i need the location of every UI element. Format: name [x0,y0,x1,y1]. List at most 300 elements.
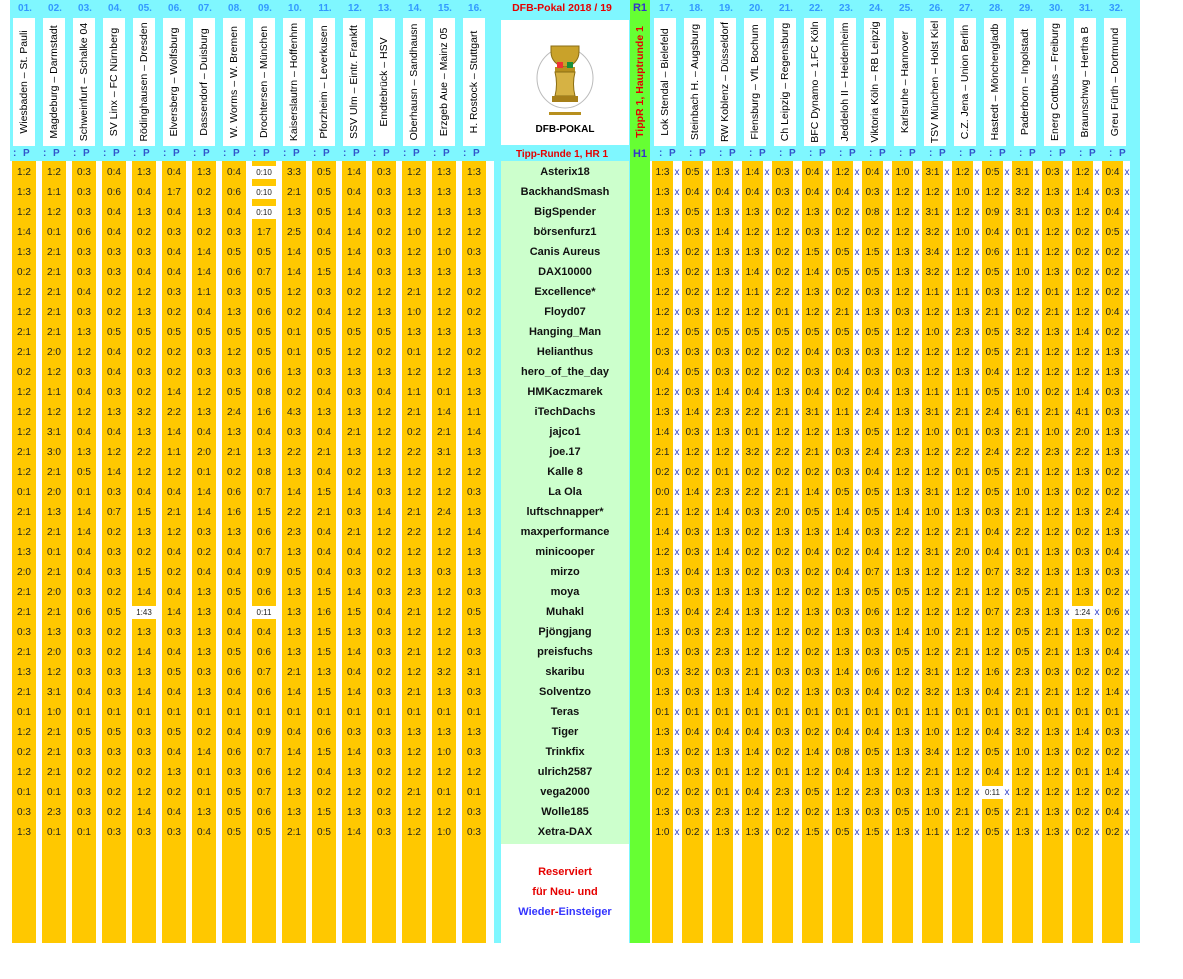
prediction-cell: 1:2 [775,427,790,438]
x-marker: x [674,207,680,218]
prediction-cell: 0:4 [167,247,181,258]
prediction-cell: 1:4 [377,507,391,518]
prediction-cell: 0:4 [167,747,181,758]
prediction-cell: 0:11 [982,786,1003,799]
prediction-cell: 0:2 [835,387,850,398]
x-marker: x [1004,507,1010,518]
prediction-cell: 1:3 [137,667,151,678]
prediction-cell: 2:1 [17,607,31,618]
prediction-cell: 1:2 [377,527,391,538]
prediction-cell: 4:3 [287,407,301,418]
prediction-cell: 0:3 [865,807,880,818]
prediction-cell: 0:3 [197,347,211,358]
prediction-cell: 0:4 [167,587,181,598]
prediction-cell: 0:3 [167,627,181,638]
prediction-cell: 1:2 [407,767,421,778]
prediction-cell: 0:2 [835,547,850,558]
x-marker: x [704,807,710,818]
prediction-cell: 0:3 [985,427,1000,438]
x-marker: x [974,827,980,838]
prediction-cell: 0:3 [377,267,391,278]
prediction-cell: 1:5 [317,647,331,658]
x-marker: x [704,227,710,238]
prediction-cell: 1:2 [745,227,760,238]
prediction-cell: 1:2 [895,347,910,358]
x-marker: x [974,367,980,378]
prediction-column [1072,161,1093,943]
prediction-cell: 3:2 [1015,727,1030,738]
r1-label: R1 [632,2,648,14]
prediction-cell: 0:2 [377,567,391,578]
prediction-cell: 0:1 [955,707,970,718]
match-number: 24. [869,3,883,14]
x-marker: x [704,787,710,798]
x-marker: x [1004,767,1010,778]
prediction-cell: 0:4 [865,467,880,478]
x-marker: x [1094,347,1100,358]
prediction-cell: 0:7 [257,487,271,498]
prediction-cell: 0:5 [1105,227,1120,238]
prediction-cell: 1:3 [77,447,91,458]
x-marker: x [974,487,980,498]
x-marker: x [974,767,980,778]
prediction-cell: 1:4 [167,607,181,618]
x-marker: x [1124,407,1130,418]
prediction-cell: 1:4 [745,167,760,178]
x-marker: x [824,267,830,278]
center-logo-box [501,20,629,145]
prediction-cell: 0:4 [167,267,181,278]
player-name: Canis Aureus [529,246,601,258]
prediction-cell: 0:1 [437,787,451,798]
x-marker: x [944,587,950,598]
x-marker: x [854,827,860,838]
prediction-cell: 1:3 [895,407,910,418]
prediction-cell: 0:1 [467,787,481,798]
prediction-cell: 1:4 [287,487,301,498]
x-marker: x [974,667,980,678]
prediction-cell: 0:3 [167,287,181,298]
prediction-cell: 1:4 [77,527,91,538]
prediction-cell: 2:1 [955,407,970,418]
x-marker: x [1064,367,1070,378]
x-marker: x [854,547,860,558]
prediction-cell: 1:0 [1045,427,1060,438]
x-marker: x [854,567,860,578]
x-marker: x [764,387,770,398]
prediction-cell: 1:3 [1045,487,1060,498]
x-marker: x [974,527,980,538]
prediction-cell: 1:3 [407,327,421,338]
prediction-cell: 0:5 [107,607,121,618]
x-marker: x [1124,207,1130,218]
prediction-cell: 0:8 [865,207,880,218]
match-number: 05. [138,3,152,14]
x-marker: x [1064,547,1070,558]
prediction-cell: 1:2 [925,367,940,378]
prediction-cell: 0:2 [685,747,700,758]
x-marker: x [764,507,770,518]
prediction-cell: 1:3 [137,627,151,638]
prediction-cell: 2:1 [347,427,361,438]
prediction-cell: 0:5 [227,827,241,838]
prediction-cell: 1:2 [805,767,820,778]
x-marker: x [944,347,950,358]
prediction-cell: 1:3 [407,727,421,738]
prediction-cell: 0:5 [865,427,880,438]
x-marker: x [1034,647,1040,658]
prediction-cell: 1:3 [895,727,910,738]
prediction-cell: 0:2 [137,387,151,398]
prediction-cell: 1:3 [197,647,211,658]
x-marker: x [1004,747,1010,758]
player-name: Tiger [551,726,579,738]
prediction-cell: 3:2 [685,667,700,678]
x-marker: x [854,527,860,538]
prediction-cell: 0:2 [655,467,670,478]
prediction-cell: 1:3 [745,207,760,218]
x-marker: x [1124,827,1130,838]
player-name: HMKaczmarek [527,386,603,398]
prediction-cell: 2:0 [775,507,790,518]
points-label: P [789,148,796,159]
match-name: Wiesbaden – St. Pauli [18,30,30,134]
x-marker: x [794,367,800,378]
prediction-cell: 0:4 [985,527,1000,538]
x-marker: x [1004,327,1010,338]
points-label: P [879,148,886,159]
x-marker: x [854,287,860,298]
prediction-cell: 0:1 [197,787,211,798]
prediction-cell: 0:3 [1105,567,1120,578]
prediction-cell: 0:2 [107,587,121,598]
x-marker: x [884,787,890,798]
prediction-cell: 0:2 [685,267,700,278]
x-marker: x [1064,747,1070,758]
prediction-cell: 1:0 [1015,267,1030,278]
x-marker: x [794,687,800,698]
prediction-cell: 0:3 [685,547,700,558]
x-marker: x [914,347,920,358]
prediction-cell: 1:3 [377,467,391,478]
x-marker: x [974,307,980,318]
prediction-cell: 0:3 [377,807,391,818]
prediction-cell: 0:5 [985,387,1000,398]
match-name: TSV München – Holst Kiel [929,20,941,144]
prediction-cell: 3:1 [1015,207,1030,218]
prediction-cell: 0:2 [895,687,910,698]
prediction-cell: 2:1 [1015,427,1030,438]
prediction-cell: 0:4 [745,387,760,398]
prediction-cell: 1:3 [467,267,481,278]
prediction-cell: 1:3 [715,427,730,438]
prediction-cell: 0:2 [287,387,301,398]
x-marker: x [914,247,920,258]
match-name: Elversberg – Wolfsburg [168,27,180,137]
prediction-cell: 1:3 [1015,827,1030,838]
prediction-cell: 1:2 [437,647,451,658]
prediction-cell: 1:4 [745,747,760,758]
x-marker: x [674,487,680,498]
x-marker: x [794,287,800,298]
prediction-cell: 0:5 [257,347,271,358]
x-marker: x [824,467,830,478]
prediction-cell: 1:2 [655,287,670,298]
prediction-cell: 1:3 [467,387,481,398]
points-label: P [1089,148,1096,159]
prediction-cell: 0:1 [407,347,421,358]
prediction-cell: 1:1 [47,187,61,198]
prediction-cell: 2:1 [1015,467,1030,478]
prediction-cell: 1:3 [715,267,730,278]
x-marker: x [674,647,680,658]
x-marker: x [974,287,980,298]
prediction-cell: 0:3 [77,667,91,678]
x-marker: x [1034,707,1040,718]
prediction-cell: 0:1 [287,327,301,338]
x-marker: x [884,407,890,418]
prediction-cell: 0:4 [655,367,670,378]
prediction-cell: 2:4 [865,447,880,458]
x-marker: x [914,767,920,778]
x-marker: x [704,527,710,538]
prediction-cell: 0:2 [865,227,880,238]
x-marker: x [794,767,800,778]
x-marker: x [824,187,830,198]
x-marker: x [764,707,770,718]
x-marker: x [734,287,740,298]
prediction-cell: 0:4 [685,607,700,618]
prediction-cell: 0:2 [805,587,820,598]
prediction-cell: 1:4 [137,687,151,698]
prediction-cell: 0:3 [467,647,481,658]
x-marker: x [914,707,920,718]
prediction-cell: 1:1 [925,707,940,718]
prediction-column [982,161,1003,943]
prediction-cell: 1:3 [1045,747,1060,758]
prediction-cell: 0:2 [1015,307,1030,318]
x-marker: x [794,547,800,558]
prediction-cell: 1:2 [167,527,181,538]
x-marker: x [674,687,680,698]
colon-mark: : [193,148,197,159]
prediction-cell: 0:5 [377,327,391,338]
prediction-cell: 0:4 [77,287,91,298]
prediction-cell: 1:3 [805,687,820,698]
x-marker: x [674,527,680,538]
x-marker: x [1004,447,1010,458]
prediction-cell: 1:0 [925,327,940,338]
prediction-cell: 1:3 [805,207,820,218]
prediction-cell: 1:2 [437,547,451,558]
prediction-column [72,161,96,943]
prediction-cell: 0:1 [437,387,451,398]
prediction-cell: 0:5 [1015,627,1030,638]
prediction-cell: 0:2 [1075,247,1090,258]
x-marker: x [674,807,680,818]
match-name: BFC Dynamo – 1.FC Köln [809,21,821,143]
x-marker: x [974,187,980,198]
prediction-cell: 1:3 [715,247,730,258]
prediction-cell: 0:2 [835,207,850,218]
colon-mark: : [343,148,347,159]
prediction-cell: 1:2 [895,667,910,678]
prediction-column [652,161,673,943]
prediction-cell: 1:4 [1075,327,1090,338]
match-name-box [463,18,485,146]
prediction-cell: 1:2 [955,667,970,678]
prediction-cell: 1:3 [835,587,850,598]
x-marker: x [794,807,800,818]
x-marker: x [1064,667,1070,678]
x-marker: x [1064,707,1070,718]
prediction-cell: 1:3 [1045,607,1060,618]
x-marker: x [1064,567,1070,578]
prediction-cell: 0:2 [167,347,181,358]
match-name-box [373,18,395,146]
prediction-cell: 1:3 [287,467,301,478]
x-marker: x [824,707,830,718]
x-marker: x [1064,167,1070,178]
prediction-cell: 2:0 [1075,427,1090,438]
prediction-cell: 0:4 [745,787,760,798]
prediction-cell: 0:3 [685,427,700,438]
x-marker: x [854,247,860,258]
prediction-cell: 0:4 [317,547,331,558]
colon-mark: : [73,148,77,159]
x-marker: x [854,727,860,738]
prediction-cell: 1:2 [437,627,451,638]
x-marker: x [1124,467,1130,478]
prediction-cell: 0:3 [377,587,391,598]
prediction-cell: 1:4 [347,227,361,238]
prediction-cell: 1:3 [347,407,361,418]
match-name-box [864,18,886,146]
x-marker: x [704,667,710,678]
x-marker: x [674,707,680,718]
x-marker: x [674,767,680,778]
prediction-cell: 0:2 [137,347,151,358]
prediction-cell: 1:3 [347,767,361,778]
colon-mark: : [223,148,227,159]
prediction-cell: 1:3 [77,327,91,338]
reserved-line3 [501,906,629,918]
match-name: Flensburg – VfL Bochum [749,24,761,140]
points-label: P [443,148,450,159]
x-marker: x [914,747,920,758]
prediction-cell: 0:5 [805,327,820,338]
prediction-cell: 1:2 [1045,507,1060,518]
prediction-cell: 1:2 [17,767,31,778]
prediction-cell: 1:3 [895,487,910,498]
x-marker: x [1064,607,1070,618]
prediction-cell: 0:3 [167,227,181,238]
prediction-cell: 1:0 [895,167,910,178]
match-name-box [223,18,245,146]
prediction-cell: 1:2 [1015,367,1030,378]
prediction-cell: 1:3 [895,247,910,258]
prediction-cell: 1:2 [745,307,760,318]
prediction-cell: 3:1 [925,207,940,218]
prediction-cell: 1:4 [347,827,361,838]
reserved-line3-b: r- [550,906,559,918]
prediction-cell: 0:3 [377,727,391,738]
prediction-cell: 1:24 [1072,606,1093,619]
prediction-cell: 3:3 [287,167,301,178]
x-marker: x [884,287,890,298]
prediction-cell: 1:0 [1015,387,1030,398]
x-marker: x [854,787,860,798]
prediction-cell: 0:2 [377,787,391,798]
x-marker: x [764,247,770,258]
prediction-cell: 1:4 [1105,767,1120,778]
x-marker: x [764,287,770,298]
prediction-cell: 2:2 [775,287,790,298]
prediction-cell: 1:4 [347,647,361,658]
x-marker: x [1064,207,1070,218]
prediction-cell: 0:3 [835,467,850,478]
x-marker: x [674,467,680,478]
x-marker: x [734,827,740,838]
x-marker: x [914,227,920,238]
prediction-cell: 2:3 [715,627,730,638]
prediction-cell: 1:3 [467,327,481,338]
x-marker: x [674,427,680,438]
match-number: 32. [1109,3,1123,14]
prediction-cell: 0:3 [1105,407,1120,418]
prediction-cell: 0:3 [685,647,700,658]
x-marker: x [824,827,830,838]
prediction-cell: 0:4 [835,367,850,378]
x-marker: x [854,747,860,758]
player-name: vega2000 [540,786,590,798]
prediction-cell: 0:3 [197,367,211,378]
x-marker: x [914,307,920,318]
prediction-cell: 0:5 [865,507,880,518]
prediction-cell: 0:4 [227,547,241,558]
prediction-cell: 1:2 [407,807,421,818]
prediction-cell: 0:3 [107,827,121,838]
x-marker: x [854,807,860,818]
x-marker: x [914,527,920,538]
prediction-cell: 0:4 [685,187,700,198]
colon-mark: : [463,148,467,159]
prediction-cell: 1:2 [407,667,421,678]
x-marker: x [854,447,860,458]
x-marker: x [884,807,890,818]
prediction-cell: 0:3 [77,187,91,198]
x-marker: x [1034,727,1040,738]
match-name: H. Rostock – Stuttgart [468,30,480,134]
prediction-cell: 0:1 [745,427,760,438]
prediction-cell: 0:3 [685,527,700,538]
prediction-cell: 0:4 [107,207,121,218]
x-marker: x [944,467,950,478]
x-marker: x [734,667,740,678]
prediction-cell: 0:1 [775,767,790,778]
prediction-cell: 1:3 [1045,727,1060,738]
x-marker: x [794,167,800,178]
x-marker: x [1064,647,1070,658]
prediction-cell: 0:3 [197,527,211,538]
prediction-cell: 0:1 [1075,767,1090,778]
prediction-cell: 0:1 [407,707,421,718]
prediction-cell: 0:3 [895,367,910,378]
prediction-cell: 0:2 [745,527,760,538]
colon-mark: : [659,148,663,159]
prediction-cell: 0:2 [1105,667,1120,678]
x-marker: x [704,567,710,578]
